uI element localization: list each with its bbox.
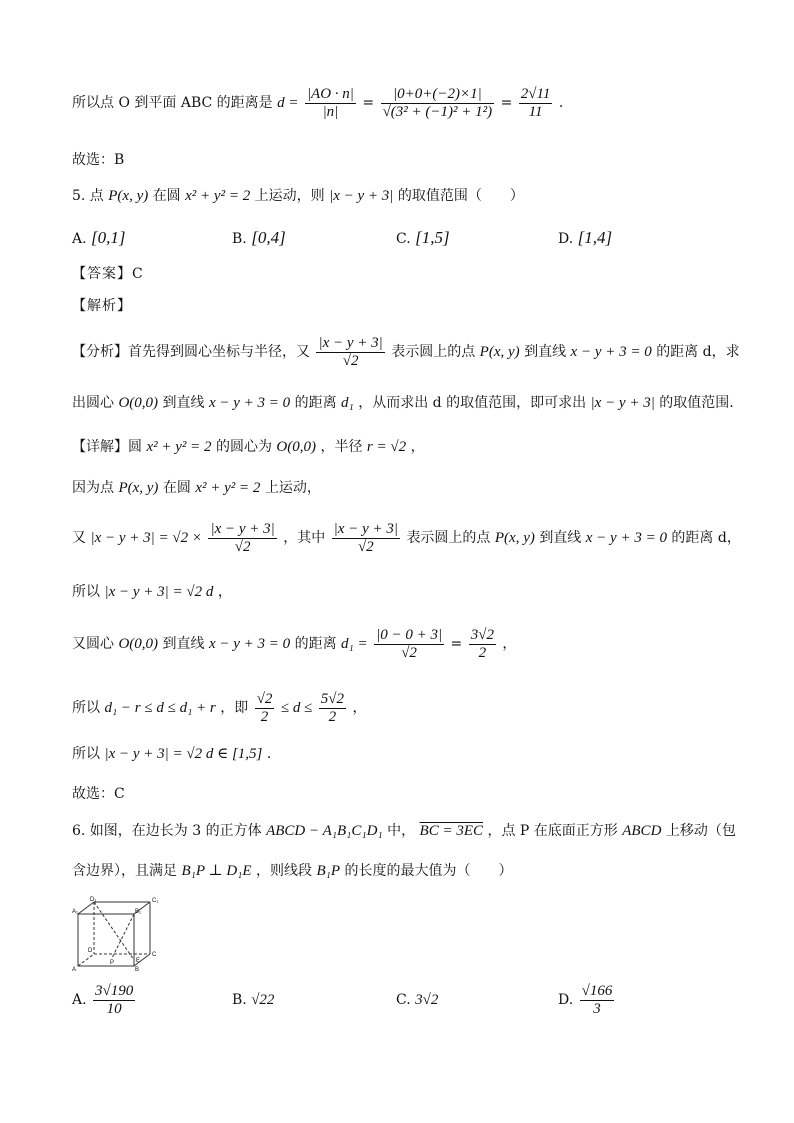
q5-answer: 【答案】C bbox=[72, 266, 144, 282]
q5-detail-r: r = √2 bbox=[366, 439, 407, 455]
label-a: A bbox=[72, 967, 77, 972]
cube-diagonal-b1p bbox=[112, 914, 134, 958]
q5-line2-pre: 因为点 bbox=[72, 480, 114, 496]
q6-option-d[interactable] bbox=[558, 978, 616, 1022]
q5-fenxi-line2 bbox=[72, 393, 734, 413]
label-b1: B₁ bbox=[135, 909, 142, 915]
q5-line3-frac-num: |x − y + 3| bbox=[210, 520, 275, 537]
q5-fenxi2-line: x − y + 3 = 0 bbox=[208, 395, 291, 411]
q5-line6-frac2-num: 5√2 bbox=[320, 690, 345, 707]
q5-option-letter: A. bbox=[72, 231, 87, 247]
q5-fenxi2-center: O(0,0) bbox=[118, 395, 159, 411]
q5-line3-frac2-den: √2 bbox=[357, 538, 374, 555]
q6-option-d-num: √166 bbox=[581, 982, 613, 999]
q4-frac3-den: 11 bbox=[528, 103, 543, 120]
q6-option-b[interactable] bbox=[232, 990, 274, 1010]
q5-line6-mid: ，即 bbox=[220, 700, 249, 716]
q5-fenxi2-end: 的取值范围. bbox=[659, 395, 734, 411]
label-a1: A₁ bbox=[72, 909, 79, 915]
q6-cube: ABCD − A₁B₁C₁D₁ bbox=[266, 823, 383, 839]
q5-stem-mid: 在圆 bbox=[152, 188, 181, 204]
q4-frac2-den: √(3² + (−1)² + 1²) bbox=[382, 103, 493, 120]
q5-line2-circle: x² + y² = 2 bbox=[195, 480, 261, 496]
q5-detail-line7 bbox=[72, 744, 271, 764]
q5-line3-frac bbox=[208, 521, 276, 556]
q5-line4-expr: |x − y + 3| = √2 d bbox=[104, 584, 214, 600]
q5-line6-frac-num: √2 bbox=[256, 690, 273, 707]
q5-choice: 故选：C bbox=[72, 786, 125, 802]
q4-frac3 bbox=[519, 86, 553, 121]
q5-line3-mid2: 表示圆上的点 bbox=[406, 530, 491, 546]
q5-detail-center: O(0,0) bbox=[276, 439, 316, 455]
q5-fenxi2-mid: 到直线 bbox=[162, 395, 205, 411]
q6-option-letter: A. bbox=[72, 992, 87, 1008]
q5-fenxi-mid2: 到直线 bbox=[524, 344, 567, 360]
q5-line5-frac bbox=[374, 627, 444, 662]
q5-line6-frac2-den: 2 bbox=[328, 708, 337, 725]
q4-frac1-num: |AO · n| bbox=[306, 85, 354, 102]
q6-option-value: √22 bbox=[251, 992, 275, 1008]
label-c: C bbox=[152, 952, 157, 958]
q5-line3-point: P(x, y) bbox=[494, 530, 535, 546]
q5-fenxi-frac bbox=[316, 335, 384, 370]
q5-stem-post: 的取值范围（ ） bbox=[397, 188, 524, 204]
q6-stem2-pre: 含边界），且满足 bbox=[72, 863, 177, 879]
q5-line3-end: 的距离 d， bbox=[671, 530, 741, 546]
q5-line5-pre: 又圆心 bbox=[72, 636, 114, 652]
q6-stem-line1 bbox=[72, 821, 736, 841]
q5-detail-line3 bbox=[72, 516, 741, 560]
q5-line3-mid3: 到直线 bbox=[539, 530, 582, 546]
q6-stem-mid: 中， bbox=[387, 823, 416, 839]
q5-line5-frac2-num: 3√2 bbox=[470, 626, 494, 643]
q5-line4-end: ， bbox=[217, 584, 232, 600]
q5-line3-expr: |x − y + 3| = √2 × bbox=[90, 530, 202, 546]
q5-line2-point: P(x, y) bbox=[118, 480, 159, 496]
q6-option-a-frac bbox=[93, 983, 135, 1018]
q6-vector-relation: BC = 3EC bbox=[419, 823, 483, 839]
q5-line5-eq: = bbox=[450, 636, 463, 652]
q5-detail-pre: 【详解】圆 bbox=[72, 439, 142, 455]
q5-line5-frac-num: |0 − 0 + 3| bbox=[376, 626, 443, 643]
q5-option-a[interactable] bbox=[72, 228, 126, 249]
q5-expr: |x − y + 3| bbox=[329, 188, 394, 204]
q6-stem-end: 上移动（包 bbox=[665, 823, 736, 839]
q5-detail-mid: 的圆心为 bbox=[215, 439, 272, 455]
q6-option-d-frac bbox=[580, 983, 615, 1018]
q5-line3-mid: ，其中 bbox=[283, 530, 326, 546]
q5-circle: x² + y² = 2 bbox=[185, 188, 251, 204]
q5-option-value: [1,4] bbox=[577, 228, 613, 247]
q4-frac3-num: 2√11 bbox=[520, 85, 551, 102]
q5-detail-line6 bbox=[72, 686, 366, 730]
q6-square: ABCD bbox=[622, 823, 662, 839]
q6-option-a-num: 3√190 bbox=[95, 982, 134, 999]
q6-stem2-end: 的长度的最大值为（ ） bbox=[344, 863, 513, 879]
q5-fenxi2-mid3: ，从而求出 d 的取值范围，即可求出 bbox=[358, 395, 587, 411]
q5-option-value: [1,5] bbox=[415, 228, 450, 247]
q5-line3-line: x − y + 3 = 0 bbox=[585, 530, 667, 546]
q5-line5-frac2-den: 2 bbox=[478, 644, 487, 661]
q5-line5-frac-den: √2 bbox=[401, 644, 417, 661]
cube-edge bbox=[78, 902, 94, 914]
q6-perp-relation: B₁P ⊥ D₁E bbox=[181, 863, 252, 879]
label-b: B bbox=[135, 967, 140, 972]
q5-line5-d1: d₁ = bbox=[341, 636, 368, 652]
q4-distance-prefix: 所以点 O 到平面 ABC 的距离是 bbox=[72, 95, 273, 111]
q6-option-value: 3√2 bbox=[415, 992, 439, 1008]
q4-distance-line: 所以点 O 到平面 ABC 的距离是 d = $\frac{|AO \cdot n|}{|n|}$ = $\frac{|0+0+(-2)\times 1|}{\text{√(3² + (−1)² + 1²)}}$ = $\frac{2√11}{11}$ . bbox=[72, 85, 564, 120]
q5-line7-expr: |x − y + 3| = √2 d ∈ [1,5] bbox=[104, 746, 263, 762]
q5-fenxi2-pre: 出圆心 bbox=[72, 395, 114, 411]
q5-option-b[interactable] bbox=[232, 228, 286, 249]
label-d: D bbox=[88, 948, 93, 954]
q6-stem-pre: 6. 如图，在边长为 3 的正方体 bbox=[72, 823, 262, 839]
q6-option-a[interactable] bbox=[72, 978, 137, 1022]
q5-line5-line: x − y + 3 = 0 bbox=[208, 636, 291, 652]
q5-line5-frac2 bbox=[469, 627, 496, 662]
q6-segment: B₁P bbox=[316, 863, 340, 879]
q5-fenxi-end: 的距离 d，求 bbox=[656, 344, 740, 360]
q5-line7-end: . bbox=[266, 746, 272, 762]
q5-line6-frac2 bbox=[319, 691, 346, 726]
q5-detail-line5 bbox=[72, 622, 516, 666]
label-e: E bbox=[136, 958, 141, 964]
q5-option-d[interactable] bbox=[558, 228, 612, 249]
q6-option-a-den: 10 bbox=[106, 1000, 122, 1017]
q5-point: P(x, y) bbox=[108, 188, 149, 204]
cube-hidden-edge bbox=[78, 954, 94, 966]
label-p: P bbox=[110, 960, 115, 966]
q5-fenxi-frac-num: |x − y + 3| bbox=[318, 334, 383, 351]
q5-line6-frac bbox=[255, 691, 275, 726]
q5-fenxi-frac-den: √2 bbox=[342, 352, 359, 369]
q5-stem-mid2: 上运动，则 bbox=[254, 188, 325, 204]
q5-stem-pre: 5. 点 bbox=[72, 188, 104, 204]
q5-fenxi-line: x − y + 3 = 0 bbox=[570, 344, 652, 360]
q5-line3-frac2 bbox=[332, 521, 400, 556]
q6-option-letter: D. bbox=[558, 992, 574, 1008]
q5-line5-mid: 到直线 bbox=[162, 636, 205, 652]
q5-fenxi2-d1: d₁ bbox=[341, 395, 354, 411]
q5-line2-end: 上运动， bbox=[264, 480, 321, 496]
cube-diagonal-d1e bbox=[94, 902, 134, 960]
q5-detail-circle: x² + y² = 2 bbox=[146, 439, 212, 455]
q4-frac2 bbox=[381, 86, 495, 121]
q4-choice: 故选：B bbox=[72, 152, 125, 168]
q5-line6-end: ， bbox=[352, 700, 367, 716]
q5-fenxi-point: P(x, y) bbox=[479, 344, 520, 360]
q5-line6-le: ≤ d ≤ bbox=[280, 700, 313, 716]
q5-option-letter: D. bbox=[558, 231, 574, 247]
q5-option-value: [0,4] bbox=[251, 228, 286, 247]
label-d1: D₁ bbox=[90, 897, 97, 903]
q6-option-d-den: 3 bbox=[593, 1000, 601, 1017]
q5-fenxi2-mid2: 的距离 bbox=[294, 395, 337, 411]
q5-line2-mid: 在圆 bbox=[162, 480, 191, 496]
q6-option-c[interactable] bbox=[396, 990, 438, 1010]
q5-option-letter: B. bbox=[232, 231, 247, 247]
q4-end: . bbox=[558, 95, 564, 111]
q5-fenxi-pre: 【分析】首先得到圆心坐标与半径，又 bbox=[72, 344, 310, 360]
cube-front-face bbox=[78, 914, 134, 966]
label-c1: C₁ bbox=[152, 898, 159, 904]
q5-fenxi-line1 bbox=[72, 330, 740, 374]
q4-frac2-num: |0+0+(−2)×1| bbox=[381, 86, 495, 104]
q5-stem bbox=[72, 186, 524, 206]
q6-option-letter: C. bbox=[396, 992, 411, 1008]
q5-line6-pre: 所以 bbox=[72, 700, 100, 716]
q5-line5-center: O(0,0) bbox=[118, 636, 159, 652]
q5-line6-expr: d₁ − r ≤ d ≤ d₁ + r bbox=[104, 700, 216, 716]
q5-fenxi-mid: 表示圆上的点 bbox=[391, 344, 476, 360]
q5-detail-line4 bbox=[72, 582, 232, 602]
q5-detail-end: ， bbox=[410, 439, 425, 455]
q6-stem2-mid: ，则线段 bbox=[256, 863, 312, 879]
q5-option-letter: C. bbox=[396, 231, 411, 247]
cube-figure bbox=[72, 896, 162, 972]
q5-detail-line2 bbox=[72, 478, 321, 498]
q4-frac1-den: |n| bbox=[322, 103, 339, 120]
q5-line5-mid2: 的距离 bbox=[294, 636, 337, 652]
q6-stem-line2 bbox=[72, 861, 512, 881]
q5-line4-pre: 所以 bbox=[72, 584, 100, 600]
q5-line3-frac2-num: |x − y + 3| bbox=[333, 520, 398, 537]
q5-line5-end: ， bbox=[502, 636, 517, 652]
q5-option-value: [0,1] bbox=[91, 228, 126, 247]
q5-line3-frac-den: √2 bbox=[234, 538, 251, 555]
q6-option-letter: B. bbox=[232, 992, 247, 1008]
q5-line3-pre: 又 bbox=[72, 530, 86, 546]
q5-option-c[interactable] bbox=[396, 228, 450, 249]
q5-line6-frac-den: 2 bbox=[260, 708, 269, 725]
q5-fenxi2-expr: |x − y + 3| bbox=[590, 395, 655, 411]
q5-detail-mid2: ，半径 bbox=[320, 439, 363, 455]
q4-formula-lhs: d = bbox=[277, 95, 299, 111]
q5-detail-line1 bbox=[72, 437, 425, 457]
q5-analysis-tag: 【解析】 bbox=[72, 298, 132, 314]
q6-stem-mid2: ，点 P 在底面正方形 bbox=[487, 823, 618, 839]
q5-line7-pre: 所以 bbox=[72, 746, 100, 762]
q4-frac1 bbox=[305, 86, 356, 121]
